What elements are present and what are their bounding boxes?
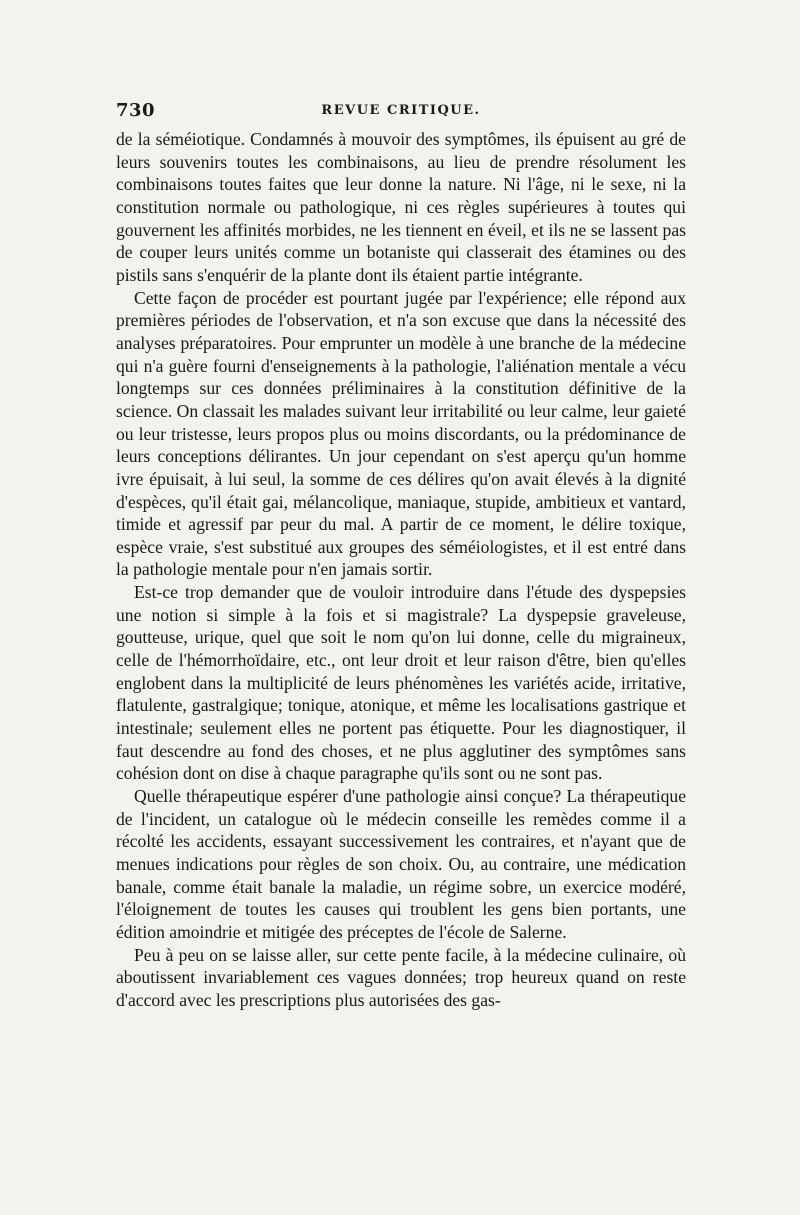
running-title: REVUE CRITIQUE. (321, 103, 481, 118)
page-number: 730 (116, 100, 156, 121)
paragraph: Est-ce trop demander que de vouloir introduire dans l'étude des dyspepsies une notion si simple à la fois et si magistrale? La dyspepsie graveleuse, goutteuse, urique, quel que soit le nom qu'on lui donne, celle du migraineux, celle de l'hémorrhoïdaire, etc., ont leur droit et leur raison d'être, bien qu'elles englobent dans la multiplicité de leurs phénomènes les variétés acide, irritative, flatulente, gastralgique; tonique, atonique, et même les localisations gastrique et intestinale; seulement elles ne portent pas étiquette. Pour les diagnostiquer, il faut descendre au fond des choses, et ne plus agglutiner des symptômes sans cohésion dont on dise à chaque paragraphe qu'ils sont ou ne sont pas. (116, 582, 686, 784)
paragraph: Cette façon de procéder est pourtant jugée par l'expérience; elle répond aux premières périodes de l'observation, et n'a son excuse que dans la nécessité des analyses préparatoires. Pour emprunter un modèle à une branche de la médecine qui n'a guère fourni d'enseignements à la pathologie, l'aliénation mentale a vécu longtemps sur ces données préliminaires à la constitution définitive de la science. On classait les malades suivant leur irritabilité ou leur calme, leur gaieté ou leur tristesse, leurs propos plus ou moins discordants, ou la prédominance de leurs conceptions délirantes. Un jour cependant on s'est aperçu qu'un homme ivre épuisait, à lui seul, la somme de ces délires qu'on avait élevés à la dignité d'espèces, qu'il était gai, mélancolique, maniaque, stupide, ambitieux et vantard, timide et agressif par peur du mal. A partir de ce moment, le délire toxique, espèce vraie, s'est substitué aux groupes des séméiologistes, et il est entré dans la pathologie mentale pour n'en jamais sortir. (116, 287, 686, 580)
paragraph-continued: de la séméiotique. Condamnés à mouvoir des symptômes, ils épuisent au gré de leurs souvenirs toutes les combinaisons, au lieu de prendre résolument les combinaisons toutes faites que leur donne la nature. Ni l'âge, ni le sexe, ni la constitution normale ou pathologique, ni ces règles supérieures à toutes qui gouvernent les affinités morbides, ne les tiennent en éveil, et ils ne se lassent pas de couper leurs unités comme un botaniste qui classerait des étamines ou des pistils sans s'enquérir de la plante dont ils étaient partie intégrante. (116, 129, 686, 285)
body-text (116, 128, 686, 1012)
paragraph: Peu à peu on se laisse aller, sur cette pente facile, à la médecine culinaire, où aboutissent invariablement ces vagues données; trop heureux quand on reste d'accord avec les prescriptions plus autorisées des gas- (116, 944, 686, 1010)
paragraph: Quelle thérapeutique espérer d'une pathologie ainsi conçue? La thérapeutique de l'incident, un catalogue où le médecin conseille les remèdes comme il a récolté les accidents, essayant successivement les contraires, et n'ayant que de menues indications pour règles de son choix. Ou, au contraire, une médication banale, comme était banale la maladie, un régime sobre, un exercice modéré, l'éloignement de toutes les causes qui troublent les gens bien portants, une édition amoindrie et mitigée des préceptes de l'école de Salerne. (116, 786, 686, 942)
page-header (116, 100, 686, 126)
